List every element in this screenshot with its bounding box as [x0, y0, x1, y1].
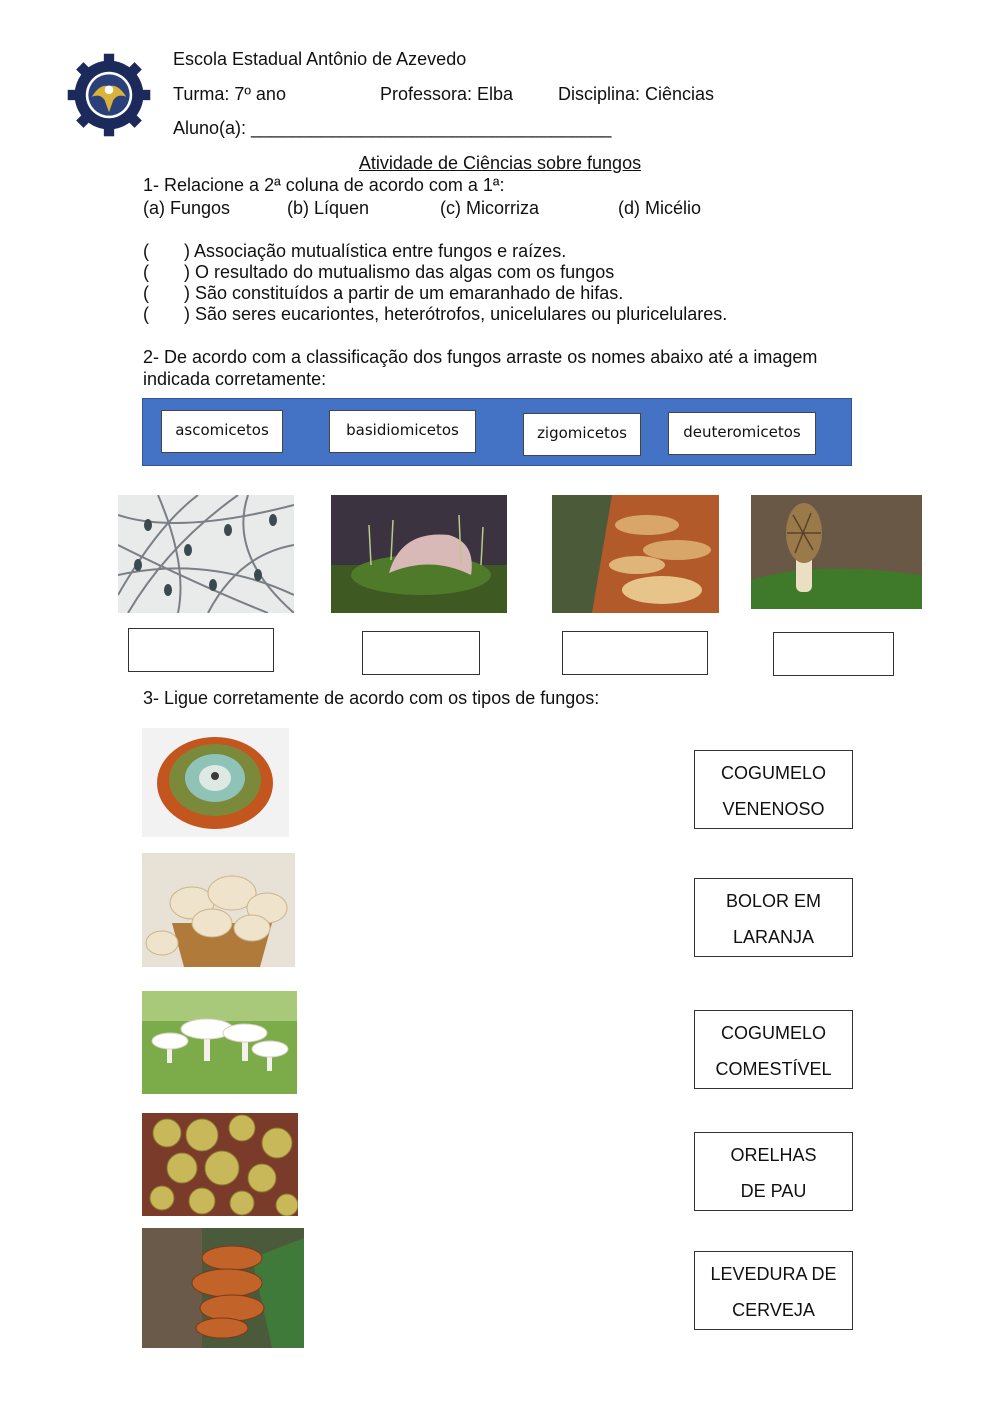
school-name: Escola Estadual Antônio de Azevedo [173, 49, 467, 69]
match-label-line2: LARANJA [732, 927, 815, 947]
q2-prompt-line1: 2- De acordo com a classificação dos fungos arraste os nomes abaixo até a imagem [143, 347, 818, 367]
student-name-field[interactable]: Aluno(a): ____________________________________ [173, 118, 612, 138]
q1-item-2-text: ) O resultado do mutualismo das algas com os fungos [184, 262, 615, 282]
hyphae-microscope-image [118, 495, 294, 613]
q1-option-c: (c) Micorriza [440, 198, 539, 218]
drop-box-4[interactable] [773, 632, 894, 676]
match-label-line1: ORELHAS [730, 1145, 817, 1165]
shelf-fungus-image[interactable] [142, 1228, 304, 1348]
q2-prompt-line2: indicada corretamente: [143, 369, 327, 389]
match-label-cogumelo-venenoso[interactable] [694, 750, 853, 829]
match-label-line2: CERVEJA [732, 1300, 815, 1320]
q1-option-b: (b) Líquen [287, 198, 370, 218]
chip-zigomicetos[interactable]: zigomicetos [523, 413, 641, 456]
q1-prompt: 1- Relacione a 2ª coluna de acordo com a 1ª: [143, 175, 505, 195]
q1-option-d: (d) Micélio [618, 198, 702, 218]
match-label-line2: VENENOSO [722, 799, 825, 819]
gilled-mushroom-image [331, 495, 507, 613]
school-logo [66, 52, 152, 138]
drag-options-bar [142, 398, 852, 466]
match-label-bolor-em-laranja[interactable] [694, 878, 853, 957]
q1-item-1-blank[interactable]: ( [143, 241, 149, 261]
q1-item-1-text: ) Associação mutualística entre fungos e raízes. [184, 241, 567, 261]
match-label-line1: LEVEDURA DE [710, 1264, 837, 1284]
morel-mushroom-image [751, 495, 922, 609]
subject-label: Disciplina: Ciências [558, 84, 715, 104]
q1-item-2-blank[interactable]: ( [143, 262, 149, 282]
match-label-levedura-de-cerveja[interactable] [694, 1251, 853, 1330]
match-label-line2: DE PAU [740, 1181, 807, 1201]
q1-item-3-text: ) São constituídos a partir de um emaranhado de hifas. [184, 283, 624, 303]
match-label-line1: BOLOR EM [725, 891, 822, 911]
grade-label: Turma: 7º ano [173, 84, 286, 104]
moldy-orange-image[interactable] [142, 728, 289, 837]
field-mushrooms-image[interactable] [142, 991, 297, 1094]
q1-option-a: (a) Fungos [143, 198, 231, 218]
yeast-cells-image[interactable] [142, 1113, 298, 1216]
drop-box-3[interactable] [562, 631, 708, 675]
chip-basidiomicetos[interactable]: basidiomicetos [329, 410, 476, 453]
q1-item-3-blank[interactable]: ( [143, 283, 149, 303]
drop-box-1[interactable] [128, 628, 274, 672]
mushroom-basket-image[interactable] [142, 853, 295, 967]
chip-deuteromicetos[interactable]: deuteromicetos [668, 412, 816, 455]
chip-ascomicetos[interactable]: ascomicetos [161, 410, 283, 453]
q1-item-4-blank[interactable]: ( [143, 304, 149, 324]
match-label-orelhas-de-pau[interactable] [694, 1132, 853, 1211]
match-label-line2: COMESTÍVEL [715, 1059, 832, 1079]
activity-title: Atividade de Ciências sobre fungos [358, 153, 642, 173]
match-label-line1: COGUMELO [720, 1023, 826, 1043]
match-label-line1: COGUMELO [720, 763, 826, 783]
bracket-fungi-image [552, 495, 719, 613]
q1-item-4-text: ) São seres eucariontes, heterótrofos, unicelulares ou pluricelulares. [184, 304, 728, 324]
match-label-cogumelo-comestivel[interactable] [694, 1010, 853, 1089]
drop-box-2[interactable] [362, 631, 480, 675]
q3-prompt: 3- Ligue corretamente de acordo com os tipos de fungos: [143, 688, 600, 708]
teacher-label: Professora: Elba [380, 84, 514, 104]
